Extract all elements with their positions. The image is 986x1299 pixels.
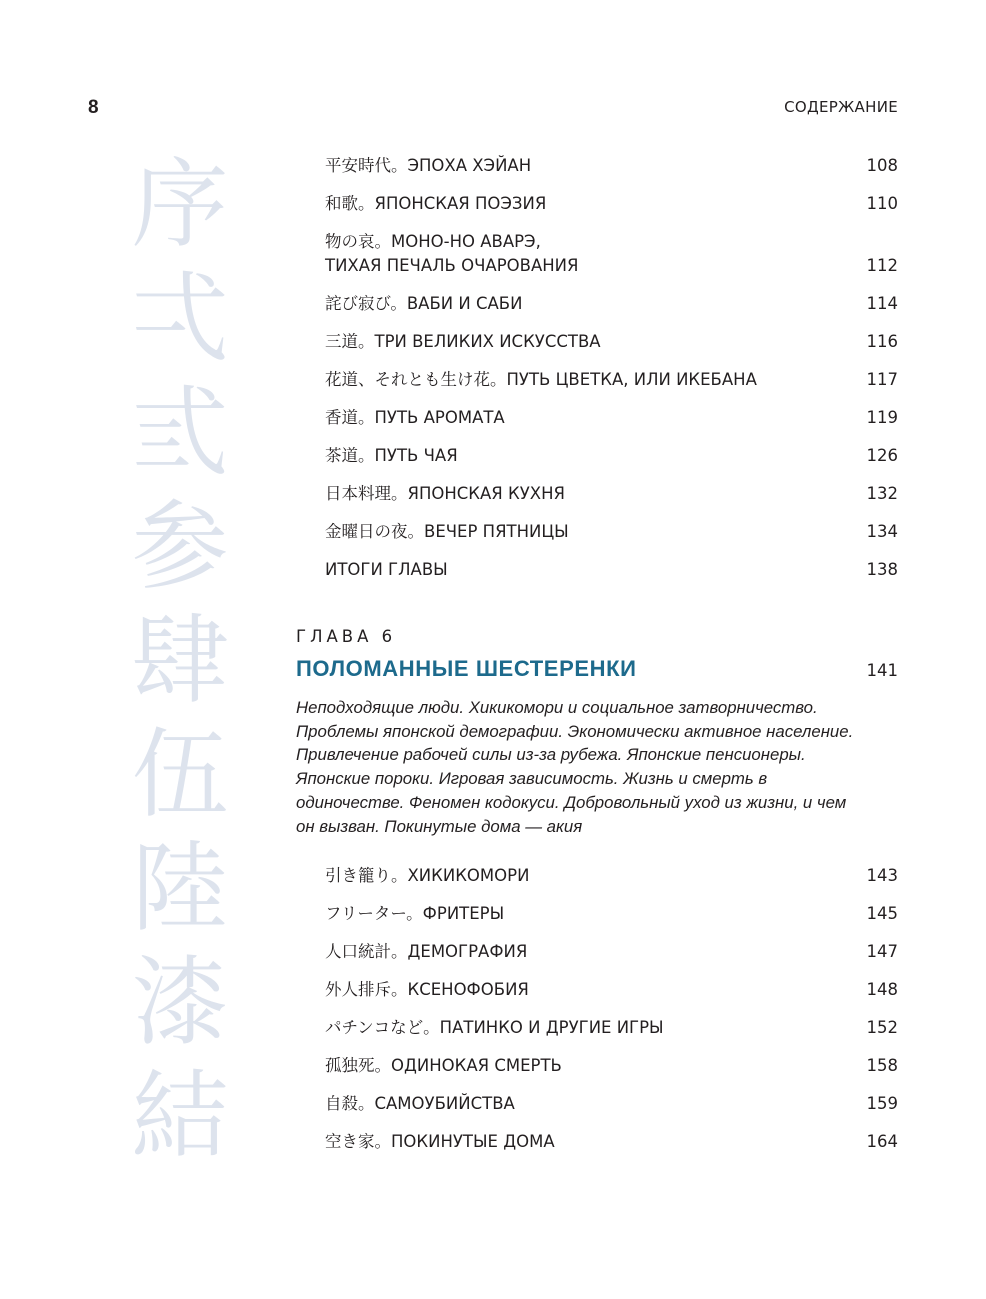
toc-item-title: 詫び寂び。ВАБИ И САБИ [325,294,523,313]
kanji-glyph: 弌 [131,262,229,375]
page-number: 8 [88,97,99,118]
decorative-kanji-column [125,148,235,1174]
toc-item[interactable] [325,482,898,506]
toc-item-title: 日本料理。ЯПОНСКАЯ КУХНЯ [325,484,565,503]
toc-item-page: 132 [866,484,898,503]
toc-item[interactable] [325,330,898,354]
toc-item-title: 人口統計。ДЕМОГРАФИЯ [325,942,528,961]
toc-item-title: パチンコなど。ПАТИНКО И ДРУГИЕ ИГРЫ [325,1018,664,1037]
toc-item[interactable] [325,902,898,926]
toc-item-page: 159 [866,1094,898,1113]
toc-item[interactable] [325,230,898,278]
toc-item-title: 引き籠り。ХИКИКОМОРИ [325,866,530,885]
running-header: СОДЕРЖАНИЕ [784,98,898,116]
toc-item-title: フリーター。ФРИТЕРЫ [325,904,505,923]
toc-item-page: 110 [866,194,898,213]
toc-item-page: 158 [866,1056,898,1075]
toc-item-page: 116 [866,332,898,351]
toc-item[interactable] [325,520,898,544]
chapter-summary: Неподходящие люди. Хикикомори и социальное затворничество. Проблемы японской демографии. Экономически активное население. Привлечение рабочей силы из-за рубежа. Японские пенсионеры. Японские пороки. Игровая зависимость. Жизнь и смерть в одиночестве. Феномен кодокуси. Добровольный уход из жизни, и чем он вызван. Покинутые дома — акия [296,698,854,836]
chapter-page: 141 [866,661,898,680]
kanji-glyph: 弎 [131,376,229,489]
toc-item[interactable] [325,940,898,964]
toc-item[interactable] [325,1016,898,1040]
toc-item-page: 126 [866,446,898,465]
toc-item-title: 香道。ПУТЬ АРОМАТА [325,408,505,427]
toc-item[interactable] [325,444,898,468]
toc-item[interactable] [325,154,898,178]
chapter-title-row[interactable] [296,656,898,682]
toc-item[interactable] [325,864,898,888]
chapter-title: ПОЛОМАННЫЕ ШЕСТЕРЕНКИ [296,656,637,681]
toc-item-page: 143 [866,866,898,885]
toc-item-page: 108 [866,156,898,175]
toc-item-page: 145 [866,904,898,923]
toc-item-page: 134 [866,522,898,541]
toc-item-title: ИТОГИ ГЛАВЫ [325,560,448,579]
toc-item-page: 119 [866,408,898,427]
kanji-glyph: 陸 [131,832,229,945]
toc-item-title: 自殺。САМОУБИЙСТВА [325,1094,515,1113]
toc-item[interactable] [325,1054,898,1078]
toc-item[interactable] [325,192,898,216]
toc-item[interactable] [325,406,898,430]
toc-item[interactable] [325,1130,898,1154]
kanji-glyph: 序 [131,148,229,261]
toc-item[interactable] [325,978,898,1002]
toc-item[interactable] [325,368,898,392]
toc-item-title: 金曜日の夜。ВЕЧЕР ПЯТНИЦЫ [325,522,569,541]
kanji-glyph: 結 [131,1060,229,1173]
toc-item-title: 花道、それとも生け花。ПУТЬ ЦВЕТКА, ИЛИ ИКЕБАНА [325,370,757,389]
toc-item-title: 茶道。ПУТЬ ЧАЯ [325,446,458,465]
chapter-label: ГЛАВА 6 [296,627,397,646]
toc-item[interactable] [325,1092,898,1116]
kanji-glyph: 伍 [131,718,229,831]
toc-list-before [325,154,898,582]
kanji-glyph: 参 [131,490,229,603]
toc-item-title: 三道。ТРИ ВЕЛИКИХ ИСКУССТВА [325,332,601,351]
toc-item-title: 和歌。ЯПОНСКАЯ ПОЭЗИЯ [325,194,547,213]
toc-item-title: 物の哀。МОНО-НО АВАРЭ, ТИХАЯ ПЕЧАЛЬ ОЧАРОВАНИЯ [325,232,579,275]
toc-item[interactable] [325,558,898,582]
toc-item-page: 114 [866,294,898,313]
toc-item-page: 147 [866,942,898,961]
toc-item-title: 孤独死。ОДИНОКАЯ СМЕРТЬ [325,1056,562,1075]
kanji-glyph: 漆 [131,946,229,1059]
toc-item-page: 117 [866,370,898,389]
kanji-glyph: 肆 [131,604,229,717]
toc-item-title: 平安時代。ЭПОХА ХЭЙАН [325,156,532,175]
toc-item-page: 148 [866,980,898,999]
toc-item[interactable] [325,292,898,316]
toc-item-page: 164 [866,1132,898,1151]
toc-item-page: 112 [866,256,898,275]
toc-item-title: 空き家。ПОКИНУТЫЕ ДОМА [325,1132,555,1151]
toc-item-page: 138 [866,560,898,579]
toc-item-title: 外人排斥。КСЕНОФОБИЯ [325,980,529,999]
toc-list-after [325,864,898,1154]
toc-item-page: 152 [866,1018,898,1037]
